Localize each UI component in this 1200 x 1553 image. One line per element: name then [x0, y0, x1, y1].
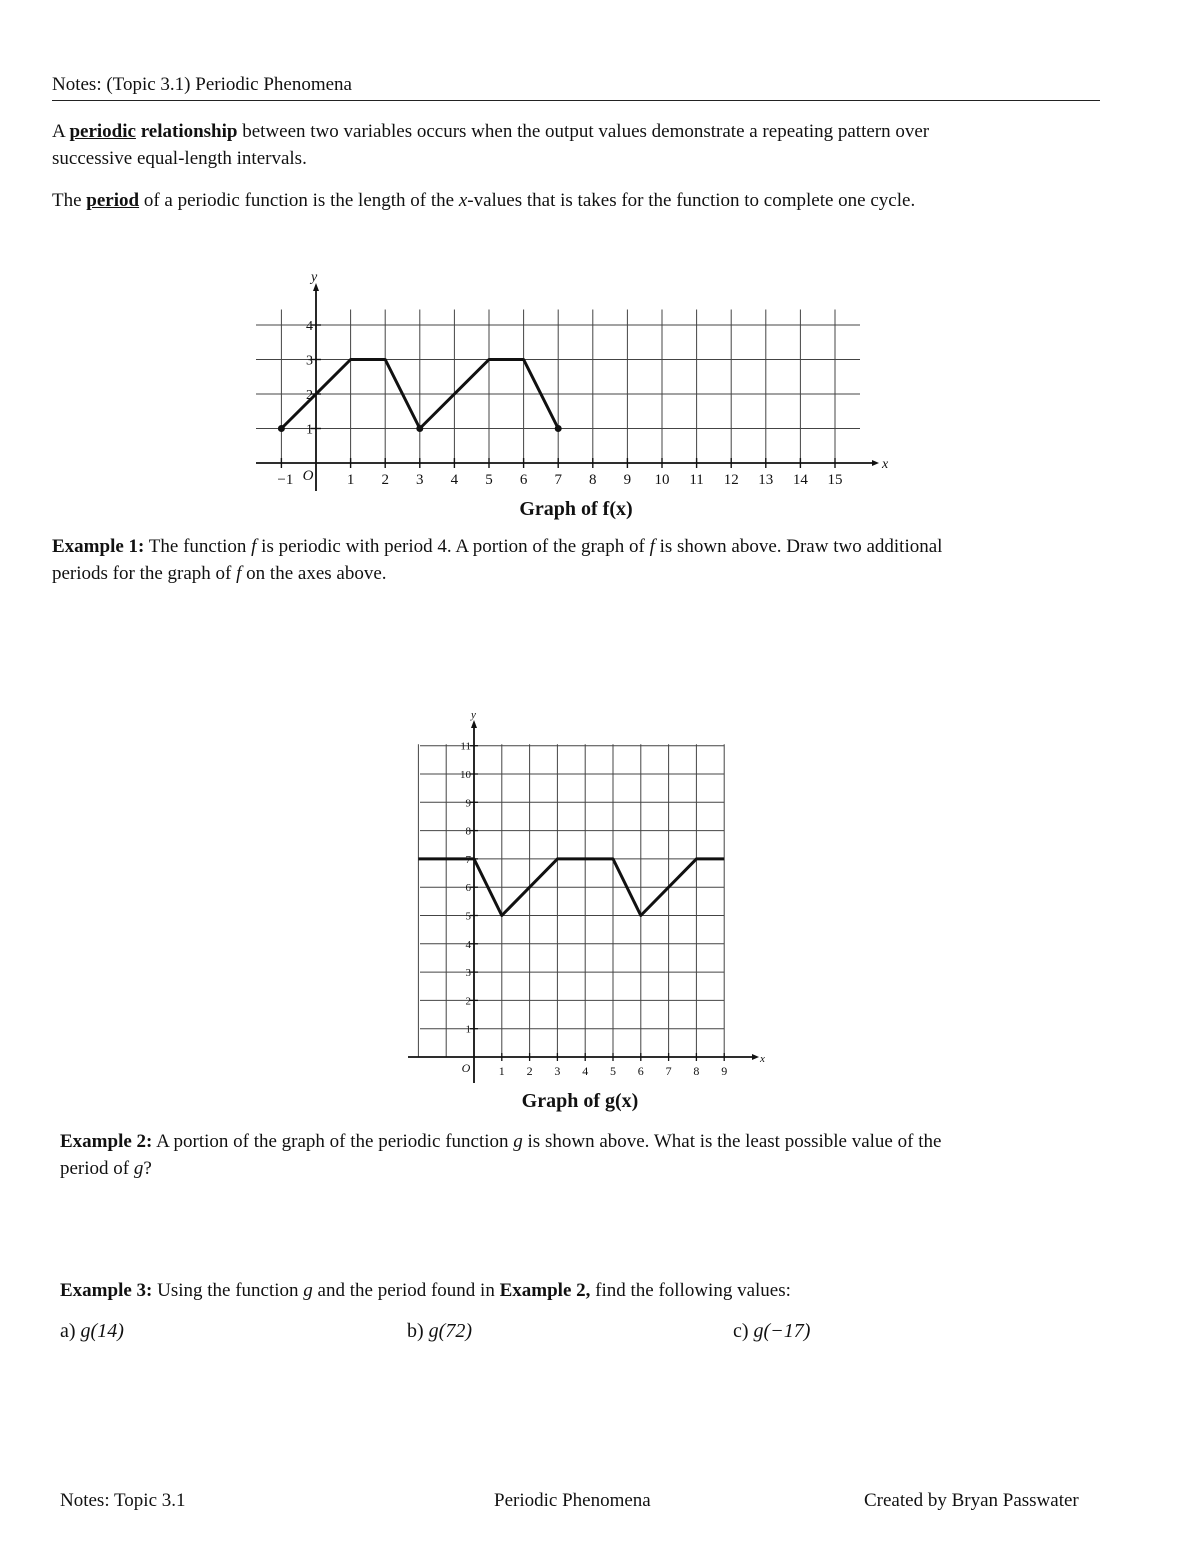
x-axis-arrow [752, 1054, 759, 1060]
y-tick-label: 4 [465, 938, 471, 951]
part-a-expr: g(14) [80, 1320, 124, 1342]
header-rule [52, 100, 1100, 101]
word-a: A [52, 121, 65, 142]
x-tick-label: 11 [689, 472, 704, 488]
definition-periodic-line2: successive equal-length intervals. [52, 148, 307, 169]
part-b-expr: g(72) [428, 1320, 472, 1342]
x-tick-label: 3 [554, 1064, 561, 1078]
x-tick-label: O [461, 1061, 471, 1075]
x-tick-label: −1 [277, 472, 294, 488]
data-point-f [416, 425, 423, 432]
page-title: Notes: (Topic 3.1) Periodic Phenomena [52, 74, 352, 95]
x-tick-label: 5 [485, 472, 493, 488]
part-b-label: b) [407, 1320, 424, 1342]
x-tick-label: 9 [721, 1064, 728, 1078]
definition-periodic-text: between two variables occurs when the output values demonstrate a repeating pattern over [242, 121, 930, 142]
definition-period [52, 187, 1132, 214]
part-a-label: a) [60, 1320, 76, 1342]
x-tick-label: 7 [665, 1064, 672, 1078]
example-1-text-c: is shown above. Draw two additional [659, 536, 943, 557]
example-2-g: g [513, 1131, 523, 1152]
example-3-part-a [60, 1318, 124, 1345]
data-point-f [555, 425, 562, 432]
x-axis-label: x [760, 1053, 765, 1065]
footer-center: Periodic Phenomena [494, 1490, 651, 1511]
example-2-line2-b: ? [143, 1158, 152, 1179]
footer-right: Created by Bryan Passwater [864, 1490, 1079, 1511]
x-tick-label: 4 [450, 472, 459, 488]
example-1-text-a: The function [148, 536, 247, 557]
footer-left: Notes: Topic 3.1 [60, 1490, 186, 1511]
x-tick-label: 8 [693, 1064, 700, 1078]
example-1-text-b: is periodic with period 4. A portion of the graph of [261, 536, 645, 557]
x-tick-label: 2 [381, 472, 389, 488]
x-tick-label: 13 [758, 472, 774, 488]
x-tick-label: 10 [654, 472, 670, 488]
y-tick-label: 10 [460, 769, 471, 781]
graph-f [0, 255, 1200, 525]
x-axis-arrow [872, 460, 879, 466]
definition-periodic [52, 118, 1112, 172]
example-2-text-b: is shown above. What is the least possible value of the [527, 1131, 942, 1152]
example-3-label: Example 3: [60, 1280, 153, 1301]
example-2-g2: g [133, 1158, 144, 1179]
x-tick-label: 6 [519, 472, 528, 488]
graph-g [0, 700, 1200, 1120]
x-tick-label: 15 [827, 472, 843, 488]
x-tick-label: 2 [526, 1064, 533, 1078]
example-2-line2-a: period of [60, 1158, 130, 1179]
example-3-g: g [303, 1280, 313, 1301]
y-tick-label: 9 [465, 797, 471, 810]
y-tick-label: 3 [306, 353, 313, 369]
example-3 [60, 1277, 1150, 1304]
x-tick-label: 12 [723, 472, 739, 488]
example-3-ref: Example 2, [499, 1280, 591, 1301]
definition-period-text-a: of a periodic function is the length of the [143, 190, 455, 211]
y-tick-label: 6 [465, 882, 471, 895]
y-tick-label: 3 [465, 967, 471, 980]
graph-f-caption: Graph of f(x) [519, 498, 633, 520]
y-tick-label: 1 [306, 422, 313, 438]
y-axis-arrow [471, 720, 477, 728]
x-tick-label: 9 [623, 472, 632, 488]
example-3-part-c [733, 1318, 810, 1345]
example-2-label: Example 2: [60, 1131, 153, 1152]
data-point-f [278, 425, 285, 432]
definition-period-text-b: -values that is takes for the function to complete one cycle. [467, 190, 916, 211]
term-periodic: periodic [69, 121, 136, 142]
example-3-part-b [407, 1318, 472, 1345]
word-relationship: relationship [140, 121, 238, 142]
example-1-line2-b: on the axes above. [246, 563, 387, 584]
x-tick-label: 1 [498, 1064, 505, 1078]
example-1-f: f [251, 536, 257, 557]
word-the: The [52, 190, 82, 211]
y-axis-label: y [471, 709, 476, 721]
example-1-f2: f [649, 536, 655, 557]
example-3-text-b: and the period found in [317, 1280, 495, 1301]
y-tick-label: 2 [465, 995, 471, 1008]
example-1-f3: f [236, 563, 242, 584]
example-3-text-a: Using the function [157, 1280, 299, 1301]
x-tick-label: 7 [554, 472, 562, 488]
y-tick-label: 11 [460, 740, 471, 753]
y-tick-label: 7 [465, 853, 471, 866]
x-tick-label: 3 [416, 472, 424, 488]
y-tick-label: 5 [465, 910, 471, 923]
part-c-expr: g(−17) [753, 1320, 811, 1342]
x-tick-label: 1 [346, 472, 355, 488]
example-2 [60, 1128, 1150, 1182]
x-tick-label: 6 [637, 1064, 644, 1078]
y-tick-label: 1 [465, 1023, 471, 1036]
y-axis-label: y [311, 270, 318, 285]
example-1 [52, 533, 1142, 587]
x-tick-label: 8 [589, 472, 597, 488]
y-tick-label: 4 [306, 319, 313, 334]
example-2-text-a: A portion of the graph of the periodic function [156, 1131, 509, 1152]
x-tick-label: O [302, 468, 314, 484]
graph-g-caption: Graph of g(x) [521, 1090, 639, 1112]
part-c-label: c) [733, 1320, 749, 1342]
y-tick-label: 8 [465, 825, 471, 838]
example-1-label: Example 1: [52, 536, 145, 557]
x-tick-label: 14 [792, 472, 808, 488]
var-x: x [458, 190, 468, 211]
x-tick-label: 5 [610, 1064, 616, 1078]
term-period: period [86, 190, 140, 211]
example-3-text-c: find the following values: [595, 1280, 791, 1301]
example-1-line2-a: periods for the graph of [52, 563, 232, 584]
x-axis-label: x [882, 457, 889, 472]
y-tick-label: 2 [306, 388, 313, 403]
x-tick-label: 4 [582, 1064, 589, 1078]
